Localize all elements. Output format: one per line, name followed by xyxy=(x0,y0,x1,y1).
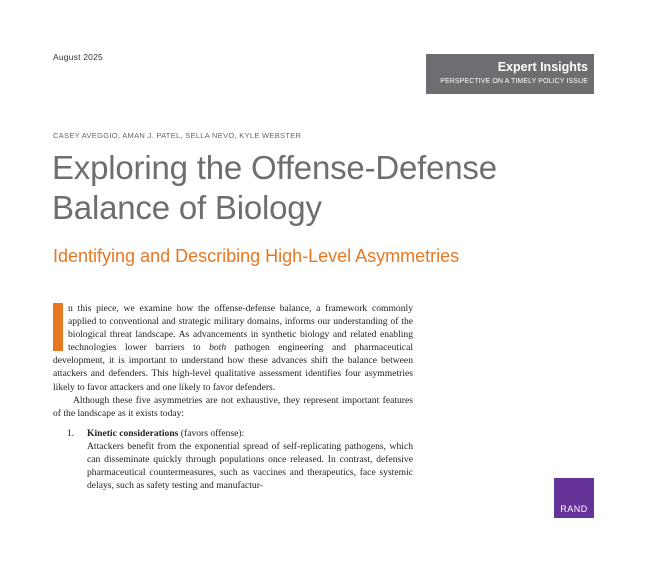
body-text xyxy=(53,302,413,492)
expert-insights-badge xyxy=(426,54,594,94)
rand-logo[interactable]: RAND xyxy=(554,478,594,518)
intro-paragraph xyxy=(53,302,413,394)
intro-emphasis: both xyxy=(209,342,227,354)
page-title: Exploring the Offense-Defense Balance of Biology xyxy=(52,149,497,226)
badge-subtitle: PERSPECTIVE ON A TIMELY POLICY ISSUE xyxy=(440,78,588,85)
drop-cap-bar xyxy=(53,303,63,351)
page-subtitle: Identifying and Describing High-Level Asymmetries xyxy=(53,246,460,266)
intro-text-part1: n this piece, we examine how the offense-defense balance, a framework commonly applied to conventional and strategic military domains, informs our understanding of the biological threat landscape. As advancements in synthetic biology and related enabling technologies lower barriers to xyxy=(68,303,413,354)
list-item-heading: Kinetic considerations xyxy=(87,427,179,439)
list-item-text: Attackers benefit from the exponential spread of self-replicating pathogens, which can disseminate quickly through populations once released. In contrast, defensive pharmaceutical countermeasures, such as vaccines and therapeutics, face systemic delays, such as safety testing and manufactur- xyxy=(87,440,413,492)
publication-date: August 2025 xyxy=(53,52,103,62)
list-item xyxy=(53,427,413,492)
authors: CASEY AVEGGIO, AMAN J. PATEL, SELLA NEVO, KYLE WEBSTER xyxy=(53,131,302,140)
badge-title: Expert Insights xyxy=(497,60,588,74)
list-item-heading-line xyxy=(87,427,413,440)
asymmetry-list xyxy=(53,427,413,492)
list-number: 1. xyxy=(67,427,75,439)
list-item-qualifier: (favors offense): xyxy=(178,427,245,439)
second-paragraph: Although these five asymmetries are not exhaustive, they represent important features of the landscape as it exists today: xyxy=(53,394,413,419)
intro-text-part2: pathogen engineering and pharmaceutical development, it is important to understand how these advances shift the balance between attackers and defenders. This high-level qualitative assessment identifies four asymmetries likely to favor attackers and one likely to favor defenders. xyxy=(53,342,413,393)
